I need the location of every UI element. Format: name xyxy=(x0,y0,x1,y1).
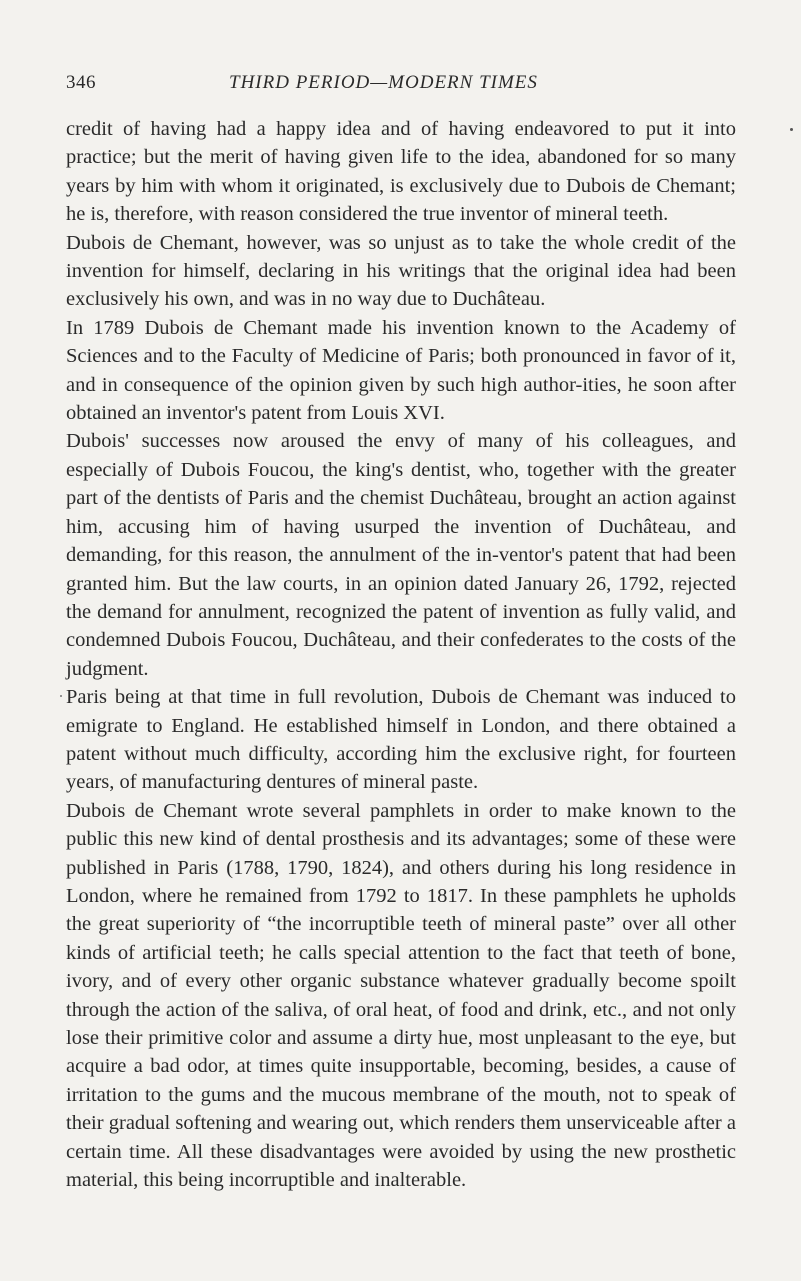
paragraph-2: Dubois de Chemant, however, was so unjust as to take the whole credit of the invention for himself, declaring in his writings that the original idea had been exclusively his own, and was in no way due to Duchâteau. xyxy=(66,231,736,311)
paragraph-5: Paris being at that time in full revolution, Dubois de Chemant was induced to emigrate to England. He established himself in London, and there obtained a patent without much difficulty, according him the exclusive right, for fourteen years, of manufacturing dentures of mineral paste. xyxy=(66,686,736,794)
paragraph-3: In 1789 Dubois de Chemant made his invention known to the Academy of Sciences and to the Faculty of Medicine of Paris; both pronounced in favor of it, and in consequence of the opinion given by such high author-ities, he soon after obtained an inventor's patent from Louis XVI. xyxy=(66,316,736,425)
page-number: 346 xyxy=(66,72,96,93)
margin-speck xyxy=(790,128,793,131)
paragraph-4: Dubois' successes now aroused the envy of many of his colleagues, and especially of Dubois Foucou, the king's dentist, who, together with the greater part of the dentists of Paris and the chemist Duchâteau, brought an action against him, accusing him of having usurped the invention of Duchâteau, and demanding, for this reason, the annulment of the in-ventor's patent that had been granted him. But the law courts, in an opinion dated January 26, 1792, rejected the demand for annulment, recognized the patent of invention as fully valid, and condemned Dubois Foucou, Duchâteau, and their confederates to the costs of the judgment. xyxy=(66,430,736,680)
page-header xyxy=(66,72,736,98)
paragraph-6: Dubois de Chemant wrote several pamphlets in order to make known to the public this new kind of dental prosthesis and its advantages; some of these were published in Paris (1788, 1790, 1824), and others during his long residence in London, where he remained from 1792 to 1817. In these pamphlets he upholds the great superiority of “the incorruptible teeth of mineral paste” over all other kinds of artificial teeth; he calls special attention to the fact that teeth of bone, ivory, and of every other organic substance whatever gradually become spoilt through the action of the saliva, of oral heat, of food and drink, etc., and not only lose their primitive color and assume a dirty hue, most unpleasant to the eye, but acquire a bad odor, at times quite insupportable, becoming, besides, a cause of irritation to the gums and the mucous membrane of the mouth, not to speak of their gradual softening and wearing out, which renders them unserviceable after a certain time. All these disadvantages were avoided by using the new prosthetic material, this being incorruptible and inalterable. xyxy=(66,799,736,1192)
margin-speck xyxy=(60,695,62,697)
body-text xyxy=(66,115,736,1194)
running-head: THIRD PERIOD—MODERN TIMES xyxy=(229,72,538,93)
paragraph-1: credit of having had a happy idea and of having endeavored to put it into practice; but the merit of having given life to the idea, abandoned for so many years by him with whom it originated, is exclusively due to Dubois de Chemant; he is, therefore, with reason considered the true inventor of mineral teeth. xyxy=(66,118,736,226)
